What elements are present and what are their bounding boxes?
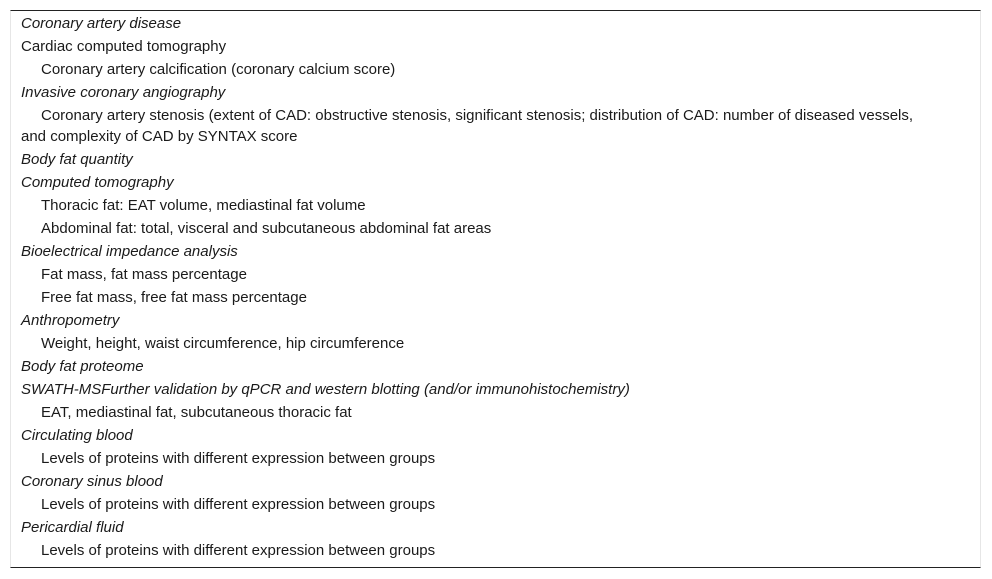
table-row: Levels of proteins with different expression between groups (41, 450, 436, 467)
table-row: SWATH-MSFurther validation by qPCR and western blotting (and/or immunohistochemistry) (21, 381, 630, 398)
table-row: Coronary artery stenosis (extent of CAD: obstructive stenosis, significant stenosis; distribution of CAD: number of diseased vessels, and complexity of CAD by SYNTAX score (21, 107, 914, 145)
table-row: Fat mass, fat mass percentage (41, 266, 247, 283)
table-row: Coronary artery calcification (coronary calcium score) (41, 61, 396, 78)
table-row: EAT, mediastinal fat, subcutaneous thoracic fat (41, 404, 352, 421)
table-row: Anthropometry (21, 312, 120, 329)
table-row: Abdominal fat: total, visceral and subcutaneous abdominal fat areas (41, 220, 492, 237)
table-row: Thoracic fat: EAT volume, mediastinal fat volume (41, 197, 366, 214)
table-row: Pericardial fluid (21, 519, 124, 536)
table-row: Invasive coronary angiography (21, 84, 226, 101)
table-row: Coronary sinus blood (21, 473, 163, 490)
table-row: Cardiac computed tomography (21, 38, 227, 55)
table-body (11, 12, 980, 562)
table-row: Weight, height, waist circumference, hip circumference (41, 335, 405, 352)
table-row: Levels of proteins with different expression between groups (41, 496, 436, 513)
table-row: Body fat proteome (21, 358, 144, 375)
table-row: Levels of proteins with different expression between groups (41, 542, 436, 559)
methods-table (10, 10, 981, 568)
table-row: Coronary artery disease (21, 15, 182, 32)
table-row: Computed tomography (21, 174, 174, 191)
table-row: Circulating blood (21, 427, 133, 444)
table-row: Body fat quantity (21, 151, 133, 168)
table-row: Bioelectrical impedance analysis (21, 243, 238, 260)
table-row: Free fat mass, free fat mass percentage (41, 289, 307, 306)
